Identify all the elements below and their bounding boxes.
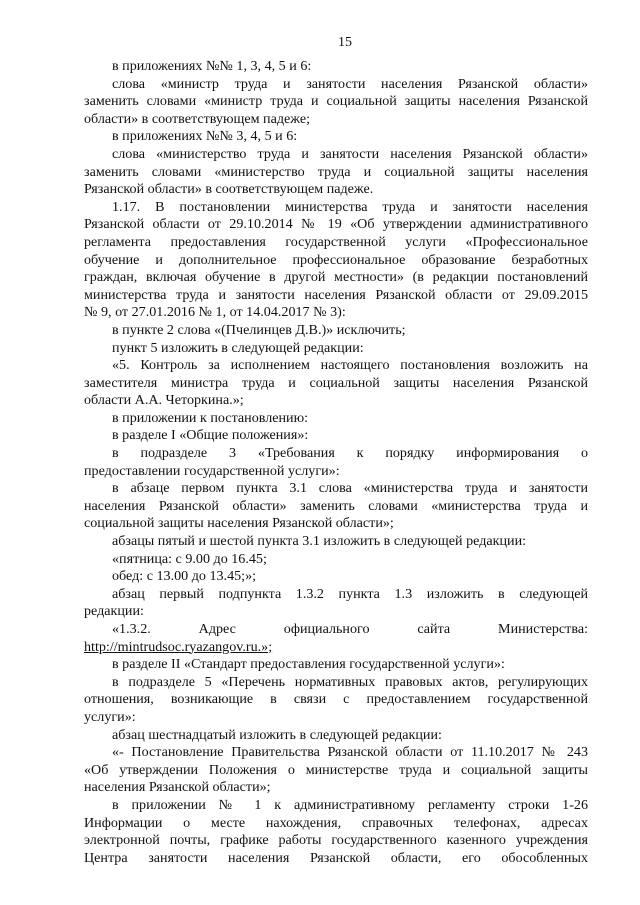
text-line: в приложениях №№ 3, 4, 5 и 6: [112, 128, 298, 145]
text-line: в абзаце первом пункта 3.1 слова «министерства труда и занятости [112, 480, 588, 497]
text-line: «Об утверждении Положения о министерстве труда и социальной защиты [84, 761, 588, 778]
text-line: «1.3.2. Адрес официального сайта Министерства: [112, 621, 588, 637]
text-line: населения Рязанской области» заменить словами «министерства труда и [84, 497, 588, 514]
text-line: регламента предоставления государственной услуги «Профессиональное [84, 233, 588, 250]
text-line: заменить словами «министр труда и социальной защиты населения Рязанской [84, 93, 588, 110]
text-line: отношения, возникающие в связи с предоставлением государственной [84, 691, 588, 708]
text-line: Информации о месте нахождения, справочных телефонах, адресах [84, 814, 588, 831]
text-line: абзац первый подпункта 1.3.2 пункта 1.3 изложить в следующей [112, 585, 588, 602]
text-line: социальной защиты населения Рязанской области»; [84, 515, 394, 532]
text-line: населения Рязанской области»; [84, 779, 271, 796]
text-line: в подразделе 5 «Перечень нормативных правовых актов, регулирующих [112, 673, 588, 690]
text-line: обед: с 13.00 до 13.45;»; [112, 568, 257, 585]
text-line: пункт 5 изложить в следующей редакции: [112, 339, 364, 356]
text-line: редакции: [84, 603, 144, 620]
text-line: заместителя министра труда и социальной защиты населения Рязанской [84, 374, 588, 391]
text-line: «5. Контроль за исполнением настоящего постановления возложить на [112, 357, 588, 374]
text-line: в пункте 2 слова «(Пчелинцев Д.В.)» исключить; [112, 321, 406, 338]
text-line: услуги»: [84, 708, 136, 725]
text-line: в разделе I «Общие положения»: [112, 427, 309, 444]
text-line: министерства труда и занятости населения Рязанской области от 29.09.2015 [84, 286, 588, 303]
text-line: слова «министерство труда и занятости населения Рязанской области» [112, 145, 588, 162]
text-line: заменить словами «министерство труда и социальной защиты населения [84, 163, 588, 180]
text-line: в приложениях №№ 1, 3, 4, 5 и 6: [112, 58, 312, 74]
text-line: Центра занятости населения Рязанской области, его обособленных [84, 849, 588, 866]
text-line: области» в соответствующем падеже; [84, 110, 311, 127]
text-line: 1.17. В постановлении министерства труда и занятости населения [112, 198, 588, 215]
text-line: предоставлении государственной услуги»: [84, 462, 340, 479]
text-line: в подразделе 3 «Требования к порядку информирования о [112, 445, 588, 462]
text-line: в разделе II «Стандарт предоставления государственной услуги»: [112, 656, 505, 673]
text-line: абзацы пятый и шестой пункта 3.1 изложить в следующей редакции: [112, 533, 527, 550]
text-line: в приложении к постановлению: [112, 409, 309, 426]
text-line [84, 639, 588, 657]
text-line: электронной почты, графике работы государственного казенного учреждения [84, 832, 588, 849]
text-line: в приложении № 1 к административному регламенту строки 1-26 [112, 796, 588, 813]
ministry-website-link[interactable]: http://mintrudsoc.ryazangov.ru.»; [84, 638, 273, 655]
text-line: «пятница: с 9.00 до 16.45; [112, 550, 267, 567]
text-line: обучение и дополнительное профессиональное образование безработных [84, 251, 588, 268]
text-line: Рязанской области» в соответствующем падеже. [84, 181, 374, 198]
text-line: абзац шестнадцатый изложить в следующей редакции: [112, 726, 442, 743]
page-number: 15 [338, 35, 352, 50]
text-line: слова «министр труда и занятости населения Рязанской области» [112, 75, 588, 92]
text-line: граждан, включая обучение в другой местности» (в редакции постановлений [84, 269, 588, 286]
document-body [84, 58, 588, 867]
text-line: области А.А. Четоркина.»; [84, 392, 244, 409]
text-line: Рязанской области от 29.10.2014 № 19 «Об утверждении административного [84, 216, 588, 233]
text-line: № 9, от 27.01.2016 № 1, от 14.04.2017 № 3): [84, 304, 346, 321]
text-line: «- Постановление Правительства Рязанской области от 11.10.2017 № 243 [112, 744, 588, 761]
